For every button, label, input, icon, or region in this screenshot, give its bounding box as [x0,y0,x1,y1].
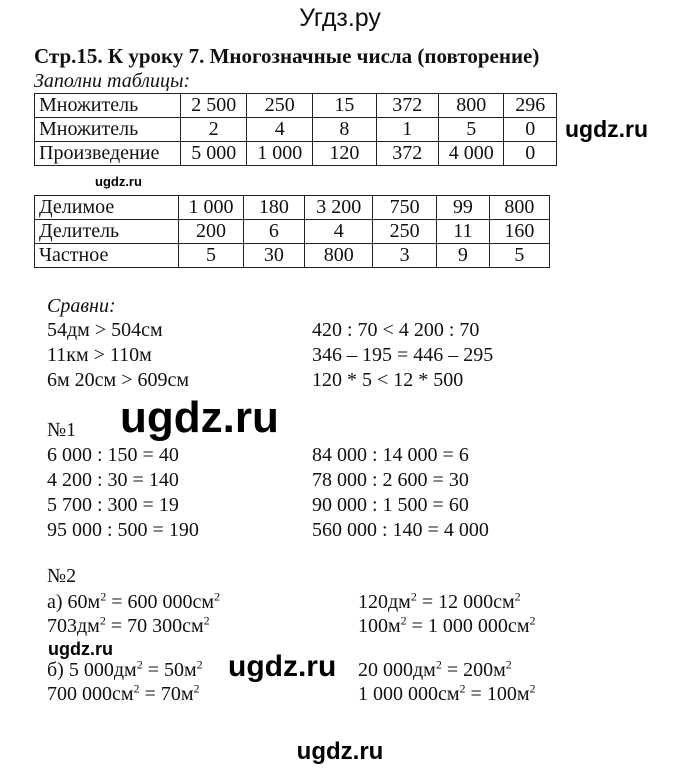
row-label: Делимое [35,196,179,220]
table-cell: 11 [437,220,490,244]
square-exp: 2 [514,589,521,604]
table-cell: 4 000 [439,142,504,166]
comparison: 346 – 195 = 446 – 295 [312,344,494,366]
square-exp: 2 [214,589,221,604]
row-label: Произведение [35,142,181,166]
instruction: Заполни таблицы: [34,70,191,92]
table-row [35,118,557,142]
table-cell: 160 [489,220,549,244]
area-equation [47,589,221,613]
table-cell: 4 [305,220,373,244]
equation: 84 000 : 14 000 = 6 [312,444,469,466]
table-cell: 1 000 [179,196,243,220]
lhs: 5 000дм [68,659,137,681]
table-cell: 2 [181,118,247,142]
table-cell: 250 [247,94,313,118]
row-label: Частное [35,244,179,268]
row-label: Множитель [35,118,181,142]
table-cell: 99 [437,196,490,220]
table-cell: 3 [373,244,437,268]
table-cell: 3 200 [305,196,373,220]
area-equation [358,613,536,637]
comparison: 11км > 110м [47,344,152,366]
rhs: = 12 000см [421,591,515,613]
table-cell: 800 [439,94,504,118]
table-cell: 250 [373,220,437,244]
comparison: 420 : 70 < 4 200 : 70 [312,319,480,341]
table-cell: 5 [179,244,243,268]
table-cell: 180 [243,196,305,220]
table-cell: 1 [376,118,439,142]
table-cell: 800 [489,196,549,220]
watermark-bottom: ugdz.ru [296,738,384,765]
square-exp: 2 [100,589,107,604]
table-cell: 296 [504,94,557,118]
rhs: = 50м [147,659,197,681]
square-exp: 2 [193,681,200,696]
equation: 5 700 : 300 = 19 [47,494,179,516]
watermark-small: ugdz.ru [95,174,142,189]
table-cell: 372 [376,142,439,166]
equation: 6 000 : 150 = 40 [47,444,179,466]
square-exp: 2 [410,589,417,604]
area-equation [358,681,536,705]
table-cell: 5 [489,244,549,268]
equation: 4 200 : 30 = 140 [47,469,179,491]
row-label: Множитель [35,94,181,118]
task2-label: №2 [47,565,77,587]
equation: 560 000 : 140 = 4 000 [312,519,489,541]
table-row [35,196,550,220]
table-row [35,244,550,268]
square-exp: 2 [435,657,442,672]
table-cell: 800 [305,244,373,268]
square-exp: 2 [529,681,536,696]
area-equation [47,657,203,681]
rhs: = 1 000 000см [411,615,530,637]
table-cell: 15 [313,94,376,118]
table-cell: 0 [504,142,557,166]
item-prefix: б) [47,659,69,681]
table-cell: 120 [313,142,376,166]
task1-label: №1 [47,419,77,441]
comparison: 6м 20см > 609см [47,369,190,391]
lhs: 1 000 000см [358,683,460,705]
lhs: 20 000дм [358,659,436,681]
table-cell: 4 [247,118,313,142]
rhs: = 600 000см [111,591,215,613]
equation: 90 000 : 1 500 = 60 [312,494,469,516]
table-cell: 8 [313,118,376,142]
lhs: 700 000см [47,683,134,705]
square-exp: 2 [459,681,466,696]
lhs: 60м [67,591,101,613]
square-exp: 2 [136,657,143,672]
square-exp: 2 [505,657,512,672]
site-title: Угдз.ру [299,4,381,32]
equation: 95 000 : 500 = 190 [47,519,199,541]
lhs: 120дм [358,591,411,613]
compare-label: Сравни: [47,295,116,317]
table-row [35,94,557,118]
division-table [34,195,550,268]
table-cell: 9 [437,244,490,268]
rhs: = 70 300см [110,615,204,637]
area-equation [47,613,210,637]
table-cell: 1 000 [247,142,313,166]
row-label: Делитель [35,220,179,244]
table-cell: 5 [439,118,504,142]
area-equation [47,681,200,705]
table-cell: 30 [243,244,305,268]
rhs: = 70м [144,683,194,705]
square-exp: 2 [203,613,210,628]
watermark-table: ugdz.ru [565,116,649,142]
rhs: = 100м [470,683,530,705]
equation: 78 000 : 2 600 = 30 [312,469,469,491]
watermark-small-2: ugdz.ru [48,639,113,659]
item-prefix: а) [47,591,68,613]
table-cell: 750 [373,196,437,220]
multiplication-table [34,93,557,166]
table-cell: 6 [243,220,305,244]
square-exp: 2 [529,613,536,628]
table-cell: 200 [179,220,243,244]
comparison: 54дм > 504см [47,319,163,341]
table-cell: 5 000 [181,142,247,166]
table-cell: 372 [376,94,439,118]
area-equation [358,657,512,681]
watermark-large: ugdz.ru [120,393,279,442]
square-exp: 2 [400,613,407,628]
lhs: 100м [358,615,401,637]
lhs: 703дм [47,615,100,637]
rhs: = 200м [446,659,506,681]
table-cell: 0 [504,118,557,142]
watermark-mid: ugdz.ru [228,650,337,683]
table-row [35,220,550,244]
comparison: 120 * 5 < 12 * 500 [312,369,464,391]
table-cell: 2 500 [181,94,247,118]
square-exp: 2 [99,613,106,628]
table-row [35,142,557,166]
page-heading: Стр.15. К уроку 7. Многозначные числа (повторение) [34,44,540,68]
area-equation [358,589,521,613]
square-exp: 2 [133,681,140,696]
square-exp: 2 [196,657,203,672]
